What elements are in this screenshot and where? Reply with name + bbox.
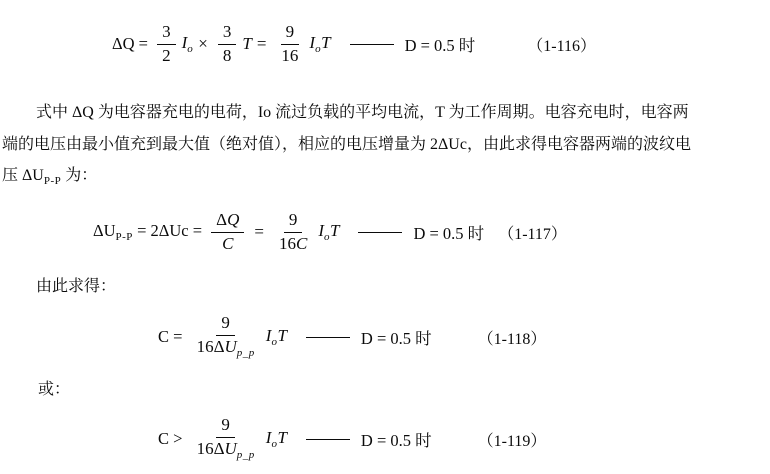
upp-subscript: P-P (43, 175, 62, 187)
times-operator: × (198, 34, 208, 53)
lead-in-or: 或： (38, 381, 71, 398)
term-IoT: $I_oT$ (265, 428, 287, 450)
lead-in-derive: 由此求得： (36, 278, 117, 295)
equation-1-117 (93, 202, 567, 262)
term-Io: $I_o$ (181, 33, 194, 55)
fraction-3-2: $\frac{3}{2}$ (157, 23, 176, 65)
term-IoT: $I_oT$ (265, 326, 287, 348)
eq116-condition: D = 0.5 时 (404, 36, 476, 55)
eq116-lhs: ΔQ = (112, 34, 153, 53)
equation-1-118 (158, 306, 546, 368)
eq116-number: （1-116） (527, 37, 597, 55)
eq117-condition: D = 0.5 时 (413, 224, 485, 243)
eq118-number: （1-118） (477, 330, 547, 348)
condition-dash (350, 44, 394, 45)
term-IoT: $I_oT$ (318, 221, 340, 243)
eq119-condition: D = 0.5 时 (360, 431, 432, 450)
paragraph-line-2: 端的电压由最小值充到最大值（绝对值），相应的电压增量为 2ΔUc，由此求得电容器两端的波纹电 (2, 135, 691, 153)
fraction-9-16: $\frac{9}{16}$ (281, 22, 299, 65)
fraction-3-8: $\frac{3}{8}$ (218, 23, 237, 65)
term-T: T (242, 34, 252, 53)
condition-dash (306, 337, 350, 338)
fraction-9-16dUpp: $\frac{9}{16\Delta U_{p\_p}}$ (196, 313, 255, 359)
eq118-condition: D = 0.5 时 (360, 329, 432, 348)
fraction-dQ-C: $\frac{\Delta Q}{C}$ (211, 211, 244, 253)
equals-operator: = (254, 222, 264, 241)
eq119-lhs: C > (158, 429, 187, 448)
body-paragraph (2, 97, 770, 198)
fraction-9-16C: $\frac{9}{16C}$ (278, 210, 308, 253)
equals-operator: = (256, 34, 267, 53)
fraction-9-16dUpp: $\frac{9}{16\Delta U_{p\_p}}$ (196, 415, 255, 461)
term-IoT: $I_oT$ (309, 33, 331, 55)
eq117-lhs: $\Delta U_{P-P} = 2\Delta Uc$ = (93, 221, 207, 243)
equation-1-116 (112, 12, 596, 76)
equation-1-119 (158, 408, 546, 470)
paragraph-line-3: 压 $\Delta U_{P-P}$ 为： (2, 167, 98, 187)
eq117-number: （1-117） (498, 225, 567, 243)
condition-dash (358, 232, 402, 233)
condition-dash (306, 439, 350, 440)
eq119-number: （1-119） (477, 432, 547, 450)
paragraph-line-1: 式中 ΔQ 为电容器充电的电荷，Io 流过负载的平均电流，T 为工作周期。电容充电时，电容两 (36, 104, 689, 121)
eq118-lhs: C = (158, 327, 187, 346)
